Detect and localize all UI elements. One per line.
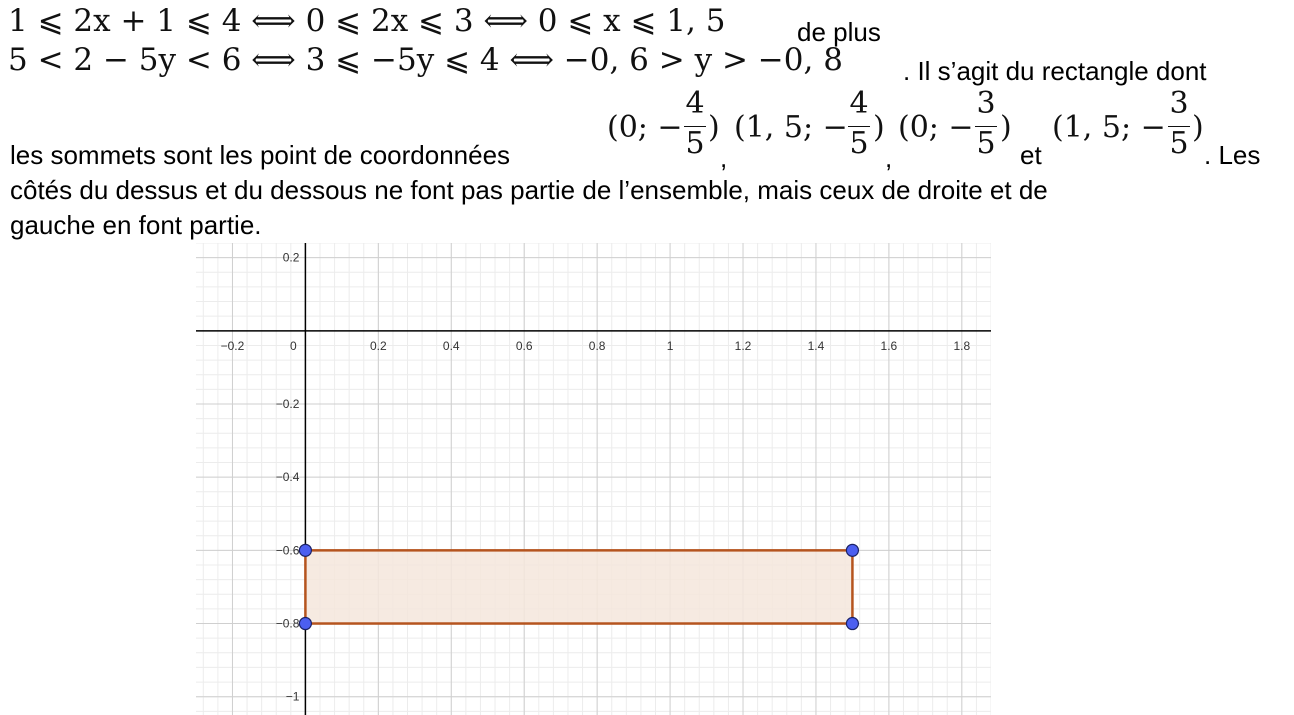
coord1-close: ) [708,110,720,145]
y-tick-label: 0.2 [282,250,300,265]
coord3-open: (0; − [898,110,974,145]
line3-prefix-text: les sommets sont les point de coordonnées [10,140,511,170]
inequality-x-math: 1 ⩽ 2x + 1 ⩽ 4 ⟺ 0 ⩽ 2x ⩽ 3 ⟺ 0 ⩽ x ⩽ 1, 5 [8,3,726,39]
coord4-open: (1, 5; − [1052,110,1166,145]
x-tick-label: 0.2 [369,338,387,353]
line1-suffix-text: de plus [797,17,881,47]
line4-text: côtés du dessus et du dessous ne font pas partie de l’ensemble, mais ceux de droite et de [10,175,1048,205]
coord4-numerator: 3 [1169,86,1189,121]
coord1-open: (0; − [607,110,683,145]
rectangle-region [305,550,852,623]
coordinate-graph [196,243,991,715]
vertex-point[interactable] [299,618,311,630]
coord2-denominator: 5 [849,126,869,161]
vertex-point[interactable] [846,544,858,556]
coord2-close: ) [873,110,885,145]
coord4-fraction [1168,86,1190,166]
vertex-point[interactable] [299,544,311,556]
y-tick-label: −0.8 [275,616,300,631]
y-tick-label: −0.6 [275,543,300,558]
line2-suffix-text: . Il s’agit du rectangle dont [903,56,1207,86]
x-tick-label: 1 [666,338,674,353]
coord2-fraction [848,86,870,166]
axes [196,243,991,715]
minor-grid [196,243,991,715]
coord3-close: ) [1000,110,1012,145]
line3-suffix-text: . Les [1204,140,1261,170]
y-tick-labels [276,251,300,704]
et-text: et [1020,140,1042,170]
x-tick-label: 0.8 [588,338,606,353]
comma-2: , [885,143,893,173]
x-tick-label: 1.8 [953,338,971,353]
coord3-fraction [975,86,997,166]
x-tick-label: 1.2 [734,338,752,353]
x-tick-label: 1.4 [807,338,825,353]
inequality-y-math: 5 < 2 − 5y < 6 ⟺ 3 ⩽ −5y ⩽ 4 ⟺ −0, 6 > y > −0, 8 [8,42,843,78]
x-tick-label: 0.6 [515,338,533,353]
vertex-point[interactable] [846,618,858,630]
coord4-close: ) [1192,110,1204,145]
coord4-denominator: 5 [1169,126,1189,161]
coord2-numerator: 4 [849,86,869,121]
x-tick-label: −0.2 [220,338,245,353]
coord1-denominator: 5 [685,126,705,161]
y-tick-label: −1 [285,689,300,704]
x-tick-label: 0 [290,338,297,353]
coord1-fraction [684,86,706,166]
comma-1: , [720,143,728,173]
solution-rectangle [305,550,852,623]
coord2-open: (1, 5; − [734,110,848,145]
major-grid [196,243,991,715]
x-tick-label: 0.4 [442,338,460,353]
line5-text: gauche en font partie. [10,210,262,240]
coord3-denominator: 5 [976,126,996,161]
x-tick-label: 1.6 [880,338,898,353]
y-tick-label: −0.4 [275,470,300,485]
coord3-numerator: 3 [976,86,996,121]
coord1-numerator: 4 [685,86,705,121]
y-tick-label: −0.2 [275,396,300,411]
